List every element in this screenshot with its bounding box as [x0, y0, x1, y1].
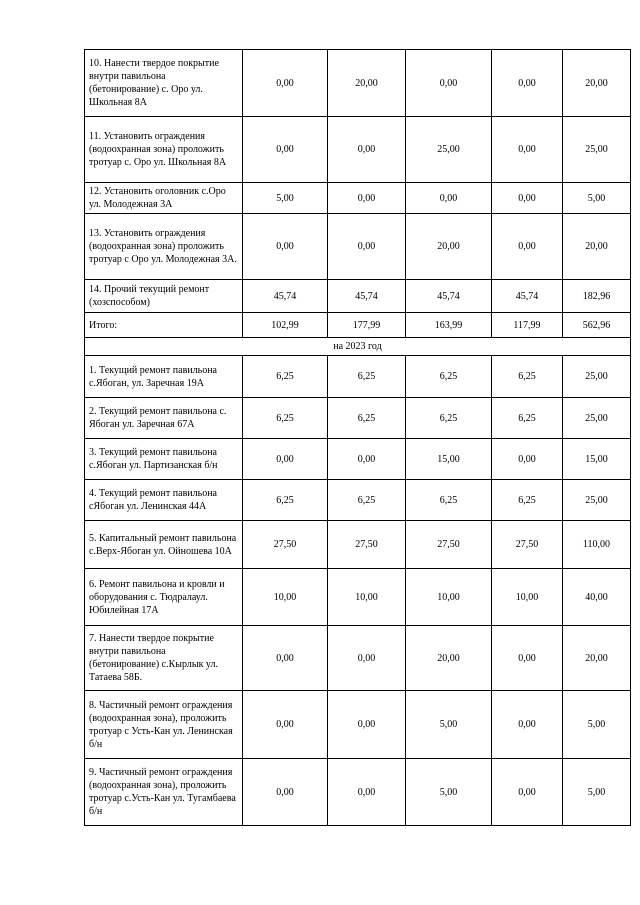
- value-cell: 0,00: [328, 439, 406, 480]
- table-row: [85, 356, 631, 398]
- value-cell: 20,00: [328, 50, 406, 117]
- value-cell: 6,25: [243, 356, 328, 398]
- document-page: [84, 49, 630, 826]
- value-cell: 6,25: [328, 398, 406, 439]
- value-cell: 0,00: [243, 759, 328, 826]
- row-label: 3. Текущий ремонт павильона с.Ябоган ул. Партизанская б/н: [85, 439, 243, 480]
- value-cell: 0,00: [243, 691, 328, 759]
- value-cell: 6,25: [406, 356, 492, 398]
- value-cell: 163,99: [406, 313, 492, 338]
- value-cell: 0,00: [243, 50, 328, 117]
- total-cell: 20,00: [563, 50, 631, 117]
- value-cell: 0,00: [406, 183, 492, 214]
- value-cell: 20,00: [406, 214, 492, 280]
- value-cell: 0,00: [328, 759, 406, 826]
- value-cell: 0,00: [492, 214, 563, 280]
- table-row: [85, 626, 631, 691]
- value-cell: 6,25: [243, 480, 328, 521]
- row-label: 14. Прочий текущий ремонт (хозспособом): [85, 280, 243, 313]
- total-cell: 25,00: [563, 398, 631, 439]
- value-cell: 0,00: [243, 214, 328, 280]
- value-cell: 15,00: [406, 439, 492, 480]
- value-cell: 5,00: [406, 691, 492, 759]
- value-cell: 177,99: [328, 313, 406, 338]
- value-cell: 0,00: [406, 50, 492, 117]
- value-cell: 6,25: [492, 480, 563, 521]
- value-cell: 0,00: [492, 50, 563, 117]
- table-row: [85, 691, 631, 759]
- table-row: [85, 569, 631, 626]
- total-cell: 110,00: [563, 521, 631, 569]
- value-cell: 45,74: [492, 280, 563, 313]
- table-row: [85, 480, 631, 521]
- total-cell: 15,00: [563, 439, 631, 480]
- value-cell: 0,00: [492, 183, 563, 214]
- value-cell: 27,50: [406, 521, 492, 569]
- table-row: [85, 521, 631, 569]
- table-row: [85, 50, 631, 117]
- value-cell: 102,99: [243, 313, 328, 338]
- total-cell: 25,00: [563, 117, 631, 183]
- row-label: 6. Ремонт павильона и кровли и оборудования с. Тюдралаул. Юбилейная 17А: [85, 569, 243, 626]
- value-cell: 0,00: [328, 626, 406, 691]
- value-cell: 6,25: [328, 356, 406, 398]
- value-cell: 27,50: [243, 521, 328, 569]
- table-row: [85, 183, 631, 214]
- total-cell: 20,00: [563, 626, 631, 691]
- row-label: 2. Текущий ремонт павильона с. Ябоган ул. Заречная 67А: [85, 398, 243, 439]
- table-row: [85, 759, 631, 826]
- row-label: 8. Частичный ремонт ограждения (водоохранная зона), проложить тротуар с Усть-Кан ул. Ленинская б/н: [85, 691, 243, 759]
- value-cell: 27,50: [492, 521, 563, 569]
- value-cell: 6,25: [243, 398, 328, 439]
- value-cell: 6,25: [406, 398, 492, 439]
- total-cell: 562,96: [563, 313, 631, 338]
- value-cell: 20,00: [406, 626, 492, 691]
- value-cell: 45,74: [243, 280, 328, 313]
- total-cell: 5,00: [563, 691, 631, 759]
- total-cell: 40,00: [563, 569, 631, 626]
- value-cell: 0,00: [492, 691, 563, 759]
- value-cell: 10,00: [406, 569, 492, 626]
- value-cell: 0,00: [492, 626, 563, 691]
- value-cell: 6,25: [492, 398, 563, 439]
- value-cell: 0,00: [243, 626, 328, 691]
- value-cell: 0,00: [492, 117, 563, 183]
- row-label: 7. Нанести твердое покрытие внутри павильона (бетонирование) с.Кырлык ул. Татаева 58Б.: [85, 626, 243, 691]
- value-cell: 0,00: [243, 117, 328, 183]
- total-cell: 5,00: [563, 183, 631, 214]
- total-cell: 5,00: [563, 759, 631, 826]
- value-cell: 0,00: [492, 439, 563, 480]
- table-row: [85, 117, 631, 183]
- row-label: 11. Установить ограждения (водоохранная зона) проложить тротуар с. Оро ул. Школьная 8А: [85, 117, 243, 183]
- section-heading-row: [85, 338, 631, 356]
- table-row: [85, 214, 631, 280]
- row-label: 5. Капитальный ремонт павильона с.Верх-Ябоган ул. Ойношева 10А: [85, 521, 243, 569]
- value-cell: 0,00: [328, 117, 406, 183]
- value-cell: 6,25: [406, 480, 492, 521]
- value-cell: 0,00: [328, 214, 406, 280]
- value-cell: 6,25: [328, 480, 406, 521]
- table-row: [85, 439, 631, 480]
- value-cell: 0,00: [492, 759, 563, 826]
- total-cell: 20,00: [563, 214, 631, 280]
- value-cell: 5,00: [243, 183, 328, 214]
- total-cell: 25,00: [563, 480, 631, 521]
- value-cell: 5,00: [406, 759, 492, 826]
- budget-table: [84, 49, 631, 826]
- section-title: на 2023 год: [85, 338, 631, 356]
- total-cell: 182,96: [563, 280, 631, 313]
- value-cell: 10,00: [328, 569, 406, 626]
- table-row: [85, 280, 631, 313]
- value-cell: 45,74: [328, 280, 406, 313]
- row-label: 9. Частичный ремонт ограждения (водоохранная зона), проложить тротуар с.Усть-Кан ул. Тугамбаева б/н: [85, 759, 243, 826]
- row-label: 10. Нанести твердое покрытие внутри павильона (бетонирование) с. Оро ул. Школьная 8А: [85, 50, 243, 117]
- row-label: 12. Установить оголовник с.Оро ул. Молодежная 3А: [85, 183, 243, 214]
- value-cell: 117,99: [492, 313, 563, 338]
- value-cell: 10,00: [243, 569, 328, 626]
- value-cell: 0,00: [328, 183, 406, 214]
- row-label: Итого:: [85, 313, 243, 338]
- value-cell: 0,00: [328, 691, 406, 759]
- value-cell: 10,00: [492, 569, 563, 626]
- row-label: 1. Текущий ремонт павильона с.Ябоган, ул. Заречная 19А: [85, 356, 243, 398]
- value-cell: 45,74: [406, 280, 492, 313]
- value-cell: 0,00: [243, 439, 328, 480]
- value-cell: 25,00: [406, 117, 492, 183]
- value-cell: 27,50: [328, 521, 406, 569]
- table-row: [85, 398, 631, 439]
- total-cell: 25,00: [563, 356, 631, 398]
- value-cell: 6,25: [492, 356, 563, 398]
- totals-row: [85, 313, 631, 338]
- row-label: 4. Текущий ремонт павильона сЯбоган ул. Ленинская 44А: [85, 480, 243, 521]
- row-label: 13. Установить ограждения (водоохранная зона) проложить тротуар с Оро ул. Молодежная 3А.: [85, 214, 243, 280]
